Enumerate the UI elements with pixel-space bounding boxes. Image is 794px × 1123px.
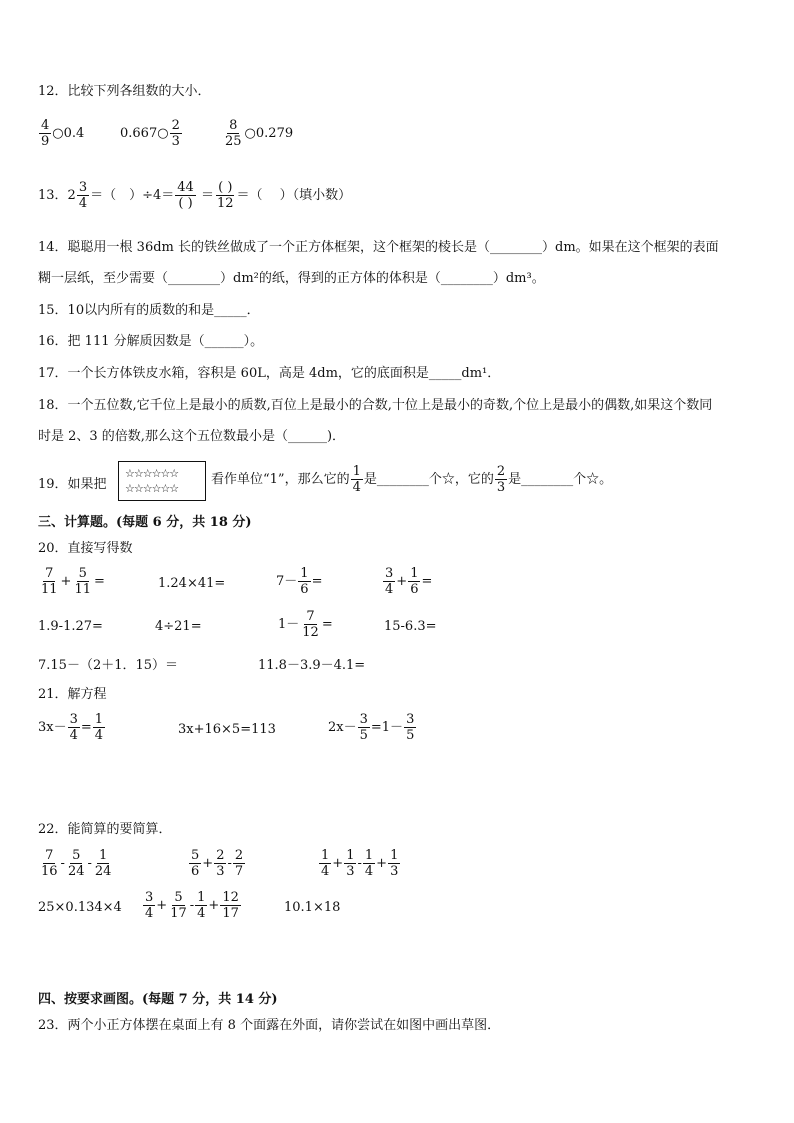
q18-line2: 时是 2、3 的倍数,那么这个五位数最小是（______)． <box>38 429 346 444</box>
q22-label: 22．能简算的要简算． <box>38 822 172 837</box>
q20-a: $\frac{7}{11}$ + $\frac{5}{11}$ = <box>41 566 105 597</box>
q19-prefix: 19．如果把 <box>38 477 107 492</box>
q21-b: 3x+16×5=113 <box>178 722 276 737</box>
q22-a: $\frac{7}{16}$ - $\frac{5}{24}$ - $\frac{1}{24}$ <box>41 848 112 879</box>
q18-line1: 18．一个五位数,它千位上是最小的质数,百位上是最小的合数,十位上是最小的奇数,个位上是最小的偶数,如果这个数同 <box>38 398 713 413</box>
q19-rest: 看作单位“1”，那么它的 $\frac{1}{4}$ 是________个☆，它的 $\frac{2}{3}$ 是________个☆。 <box>211 464 613 495</box>
q22-c: $\frac{1}{4}$ + $\frac{1}{3}$ - $\frac{1}{4}$ + $\frac{1}{3}$ <box>321 848 399 879</box>
q12-compare-c: $\frac{8}{25}$ ○0.279 <box>225 118 294 149</box>
q12-compare-b: 0.667○ $\frac{2}{3}$ <box>120 118 180 149</box>
star-box <box>118 461 206 501</box>
q20-e: 1.9-1.27= <box>38 619 103 634</box>
q12-compare-a: $\frac{4}{9}$ ○0.4 <box>41 118 85 149</box>
q20-g: 1－ $\frac{7}{12}$ = <box>278 609 333 640</box>
q20-b: 1.24×41= <box>158 576 226 591</box>
q22-e: $\frac{3}{4}$ + $\frac{5}{17}$ - $\frac{1}{4}$ + $\frac{12}{17}$ <box>145 890 239 921</box>
q20-label: 20．直接写得数 <box>38 541 133 556</box>
q15: 15．10以内所有的质数的和是_____． <box>38 303 260 318</box>
q23: 23．两个小正方体摆在桌面上有 8 个面露在外面，请你尝试在如图中画出草图． <box>38 1018 501 1033</box>
q16: 16．把 111 分解质因数是（______）。 <box>38 334 264 349</box>
star-row-2: ☆☆☆☆☆☆ <box>125 482 179 495</box>
q20-h: 15-6.3= <box>384 619 437 634</box>
q21-a: 3x－ $\frac{3}{4}$ = $\frac{1}{4}$ <box>38 712 104 743</box>
star-row-1: ☆☆☆☆☆☆ <box>125 467 179 480</box>
q21-label: 21．解方程 <box>38 687 107 702</box>
section-3-heading: 三、计算题。(每题 6 分，共 18 分) <box>38 515 252 530</box>
q20-i: 7.15－（2＋1．15）＝ <box>38 658 179 673</box>
q20-c: 7－ $\frac{1}{6}$ = <box>276 566 323 597</box>
section-4-heading: 四、按要求画图。(每题 7 分，共 14 分) <box>38 992 278 1007</box>
q22-b: $\frac{5}{6}$ + $\frac{2}{3}$ - $\frac{2}{7}$ <box>191 848 244 879</box>
q22-f: 10.1×18 <box>284 900 341 915</box>
q14-line2: 糊一层纸，至少需要（________）dm²的纸，得到的正方体的体积是（________）dm³。 <box>38 271 545 286</box>
q20-d: $\frac{3}{4}$ + $\frac{1}{6}$ = <box>385 566 433 597</box>
q21-c: 2x－ $\frac{3}{5}$ =1－ $\frac{3}{5}$ <box>328 712 415 743</box>
q14-line1: 14．聪聪用一根 36dm 长的铁丝做成了一个正方体框架，这个框架的棱长是（________）dm。如果在这个框架的表面 <box>38 240 719 255</box>
q12-label: 12．比较下列各组数的大小． <box>38 84 211 99</box>
q20-j: 11.8－3.9－4.1= <box>258 658 366 673</box>
q17: 17．一个长方体铁皮水箱，容积是 60L，高是 4dm，它的底面积是_____dm¹． <box>38 366 501 381</box>
q13: 13．2 $\frac{3}{4}$ ＝（ ）÷4＝ $\frac{44}{( )}$ ＝ $\frac{( )}{12}$ ＝（ ）（填小数） <box>38 180 352 211</box>
q22-d: 25×0.134×4 <box>38 900 122 915</box>
q20-f: 4÷21= <box>155 619 202 634</box>
